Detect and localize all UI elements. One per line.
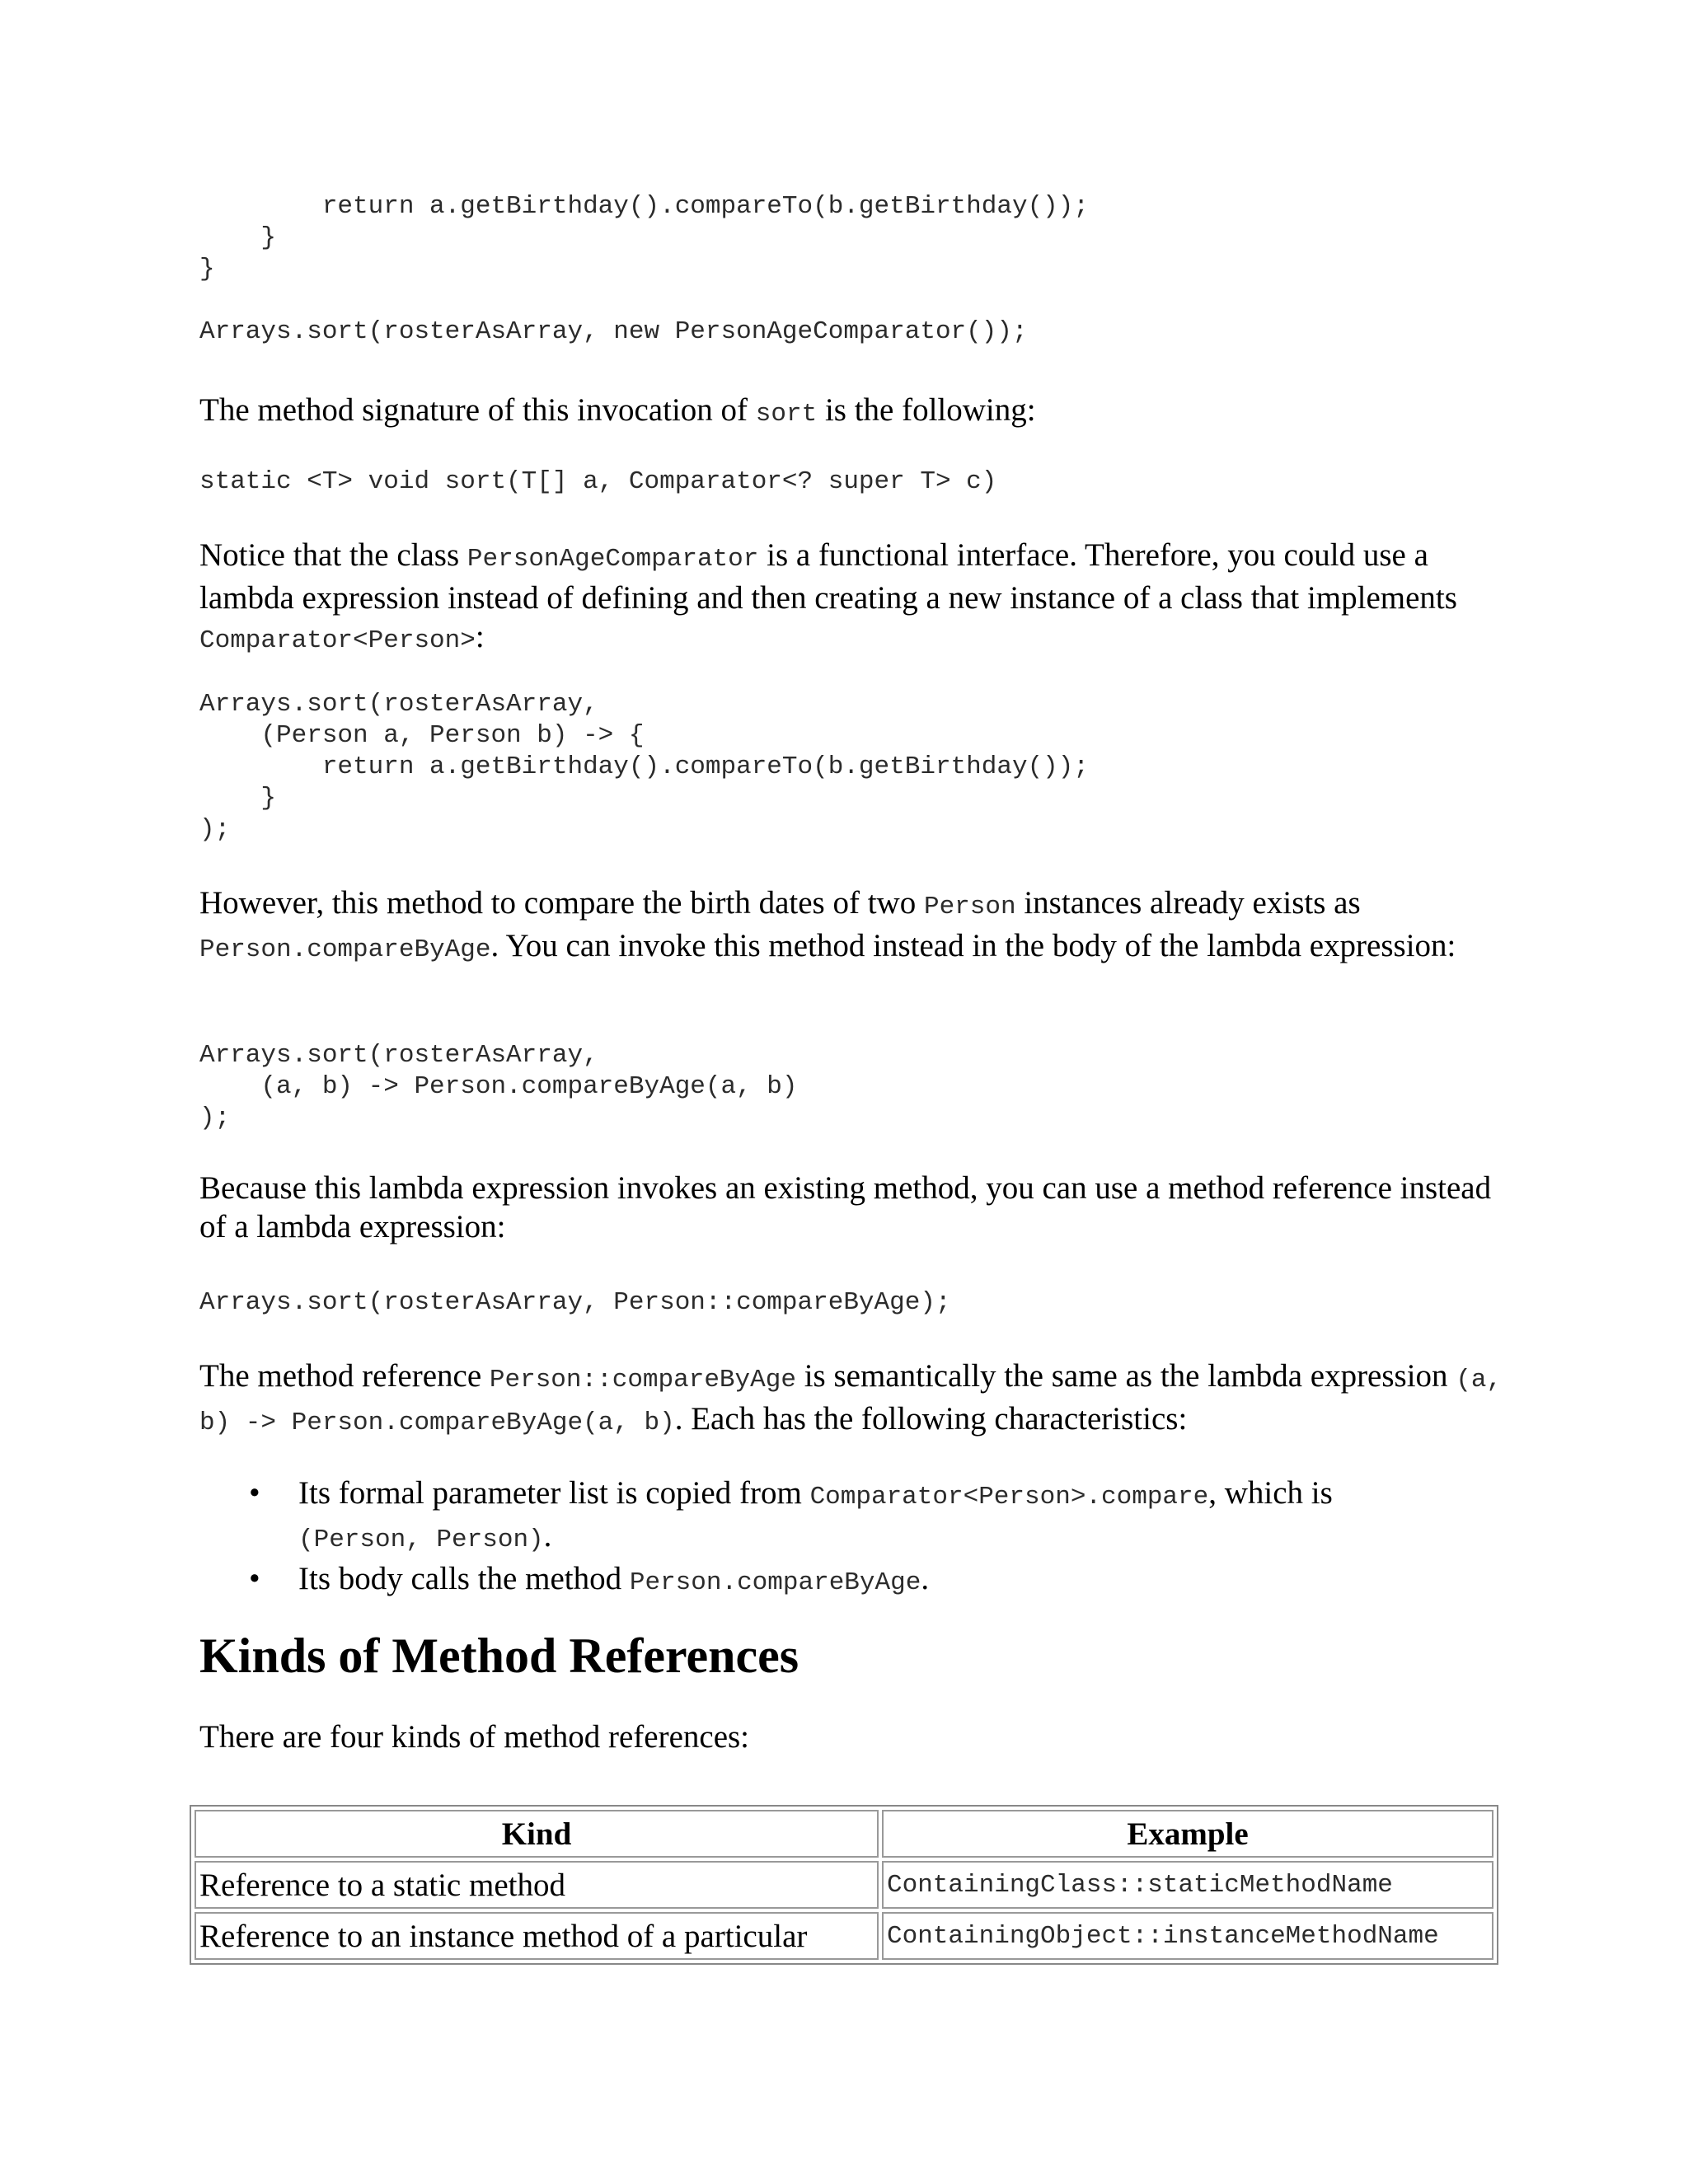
paragraph-compare-by-age <box>199 883 1510 969</box>
code-block-lambda-compare: Arrays.sort(rosterAsArray, (a, b) -> Person.compareByAge(a, b) ); <box>199 1041 798 1132</box>
paragraph-four-kinds: There are four kinds of method references: <box>199 1719 750 1755</box>
method-reference-kinds-table <box>190 1805 1498 1965</box>
paragraph-signature-intro <box>199 391 1510 434</box>
inline-code: Person.compareByAge <box>629 1568 921 1597</box>
inline-code: Person.compareByAge <box>199 935 491 964</box>
inline-code: (a, b) -> Person.compareByAge(a, b) <box>199 1366 1503 1437</box>
text-run: The method reference <box>199 1358 490 1394</box>
column-header-example: Example <box>882 1810 1493 1858</box>
text-run: is semantically the same as the lambda expression <box>795 1358 1456 1394</box>
inline-code: PersonAgeComparator <box>467 545 759 574</box>
paragraph-functional-interface <box>199 536 1510 660</box>
inline-code: Person <box>923 893 1016 921</box>
text-run: However, this method to compare the birth dates of two <box>199 885 924 921</box>
example-cell: ContainingObject::instanceMethodName <box>882 1912 1493 1960</box>
inline-code: sort <box>755 400 818 429</box>
text-run: . <box>543 1518 552 1554</box>
paragraph-method-reference-intro: Because this lambda expression invokes an existing method, you can use a method reference instead of a lambda expression: <box>199 1170 1492 1244</box>
bullet-icon: • <box>249 1561 260 1596</box>
kind-cell: Reference to an instance method of a particular <box>195 1912 879 1960</box>
table-row <box>195 1912 1493 1960</box>
text-run: The method signature of this invocation of <box>199 392 756 428</box>
code-block-lambda: Arrays.sort(rosterAsArray, (Person a, Person b) -> { return a.getBirthday().compareTo(b.getBirthday()); } ); <box>199 690 1089 844</box>
text-run: . <box>921 1561 930 1596</box>
kind-cell: Reference to a static method <box>195 1861 879 1909</box>
column-header-kind: Kind <box>195 1810 879 1858</box>
section-heading: Kinds of Method References <box>199 1629 799 1683</box>
example-cell: ContainingClass::staticMethodName <box>882 1861 1493 1909</box>
text-run: Its formal parameter list is copied from <box>298 1475 810 1511</box>
text-run: : <box>475 619 485 654</box>
text-run: Notice that the class <box>199 537 467 573</box>
paragraph-semantics <box>199 1357 1510 1442</box>
characteristics-list <box>199 1474 1535 1602</box>
text-run: Its body calls the method <box>298 1561 630 1596</box>
text-run: , which is <box>1208 1475 1333 1511</box>
inline-code: Comparator<Person>.compare <box>809 1483 1209 1511</box>
text-run: instances already exists as <box>1015 885 1361 921</box>
text-run: is a functional interface. Therefore, you could use a lambda expression instead of defining and then creating a new instance of a class that implements <box>199 537 1457 616</box>
code-block-comparator: return a.getBirthday().compareTo(b.getBirthday()); } } Arrays.sort(rosterAsArray, new PersonAgeComparator()); <box>199 192 1089 346</box>
table-row <box>195 1861 1493 1909</box>
inline-code: (Person, Person) <box>298 1526 544 1554</box>
text-run: . You can invoke this method instead in the body of the lambda expression: <box>490 928 1456 963</box>
code-block-method-reference: Arrays.sort(rosterAsArray, Person::compareByAge); <box>199 1288 951 1317</box>
code-block-signature: static <T> void sort(T[] a, Comparator<? super T> c) <box>199 467 997 496</box>
inline-code: Person::compareByAge <box>489 1366 796 1394</box>
text-run: . Each has the following characteristics: <box>674 1401 1188 1436</box>
inline-code: Comparator<Person> <box>199 626 476 655</box>
list-item <box>199 1559 1535 1602</box>
text-run: is the following: <box>817 392 1036 428</box>
bullet-icon: • <box>249 1475 260 1511</box>
table-header-row <box>195 1810 1493 1858</box>
list-item <box>199 1474 1535 1559</box>
